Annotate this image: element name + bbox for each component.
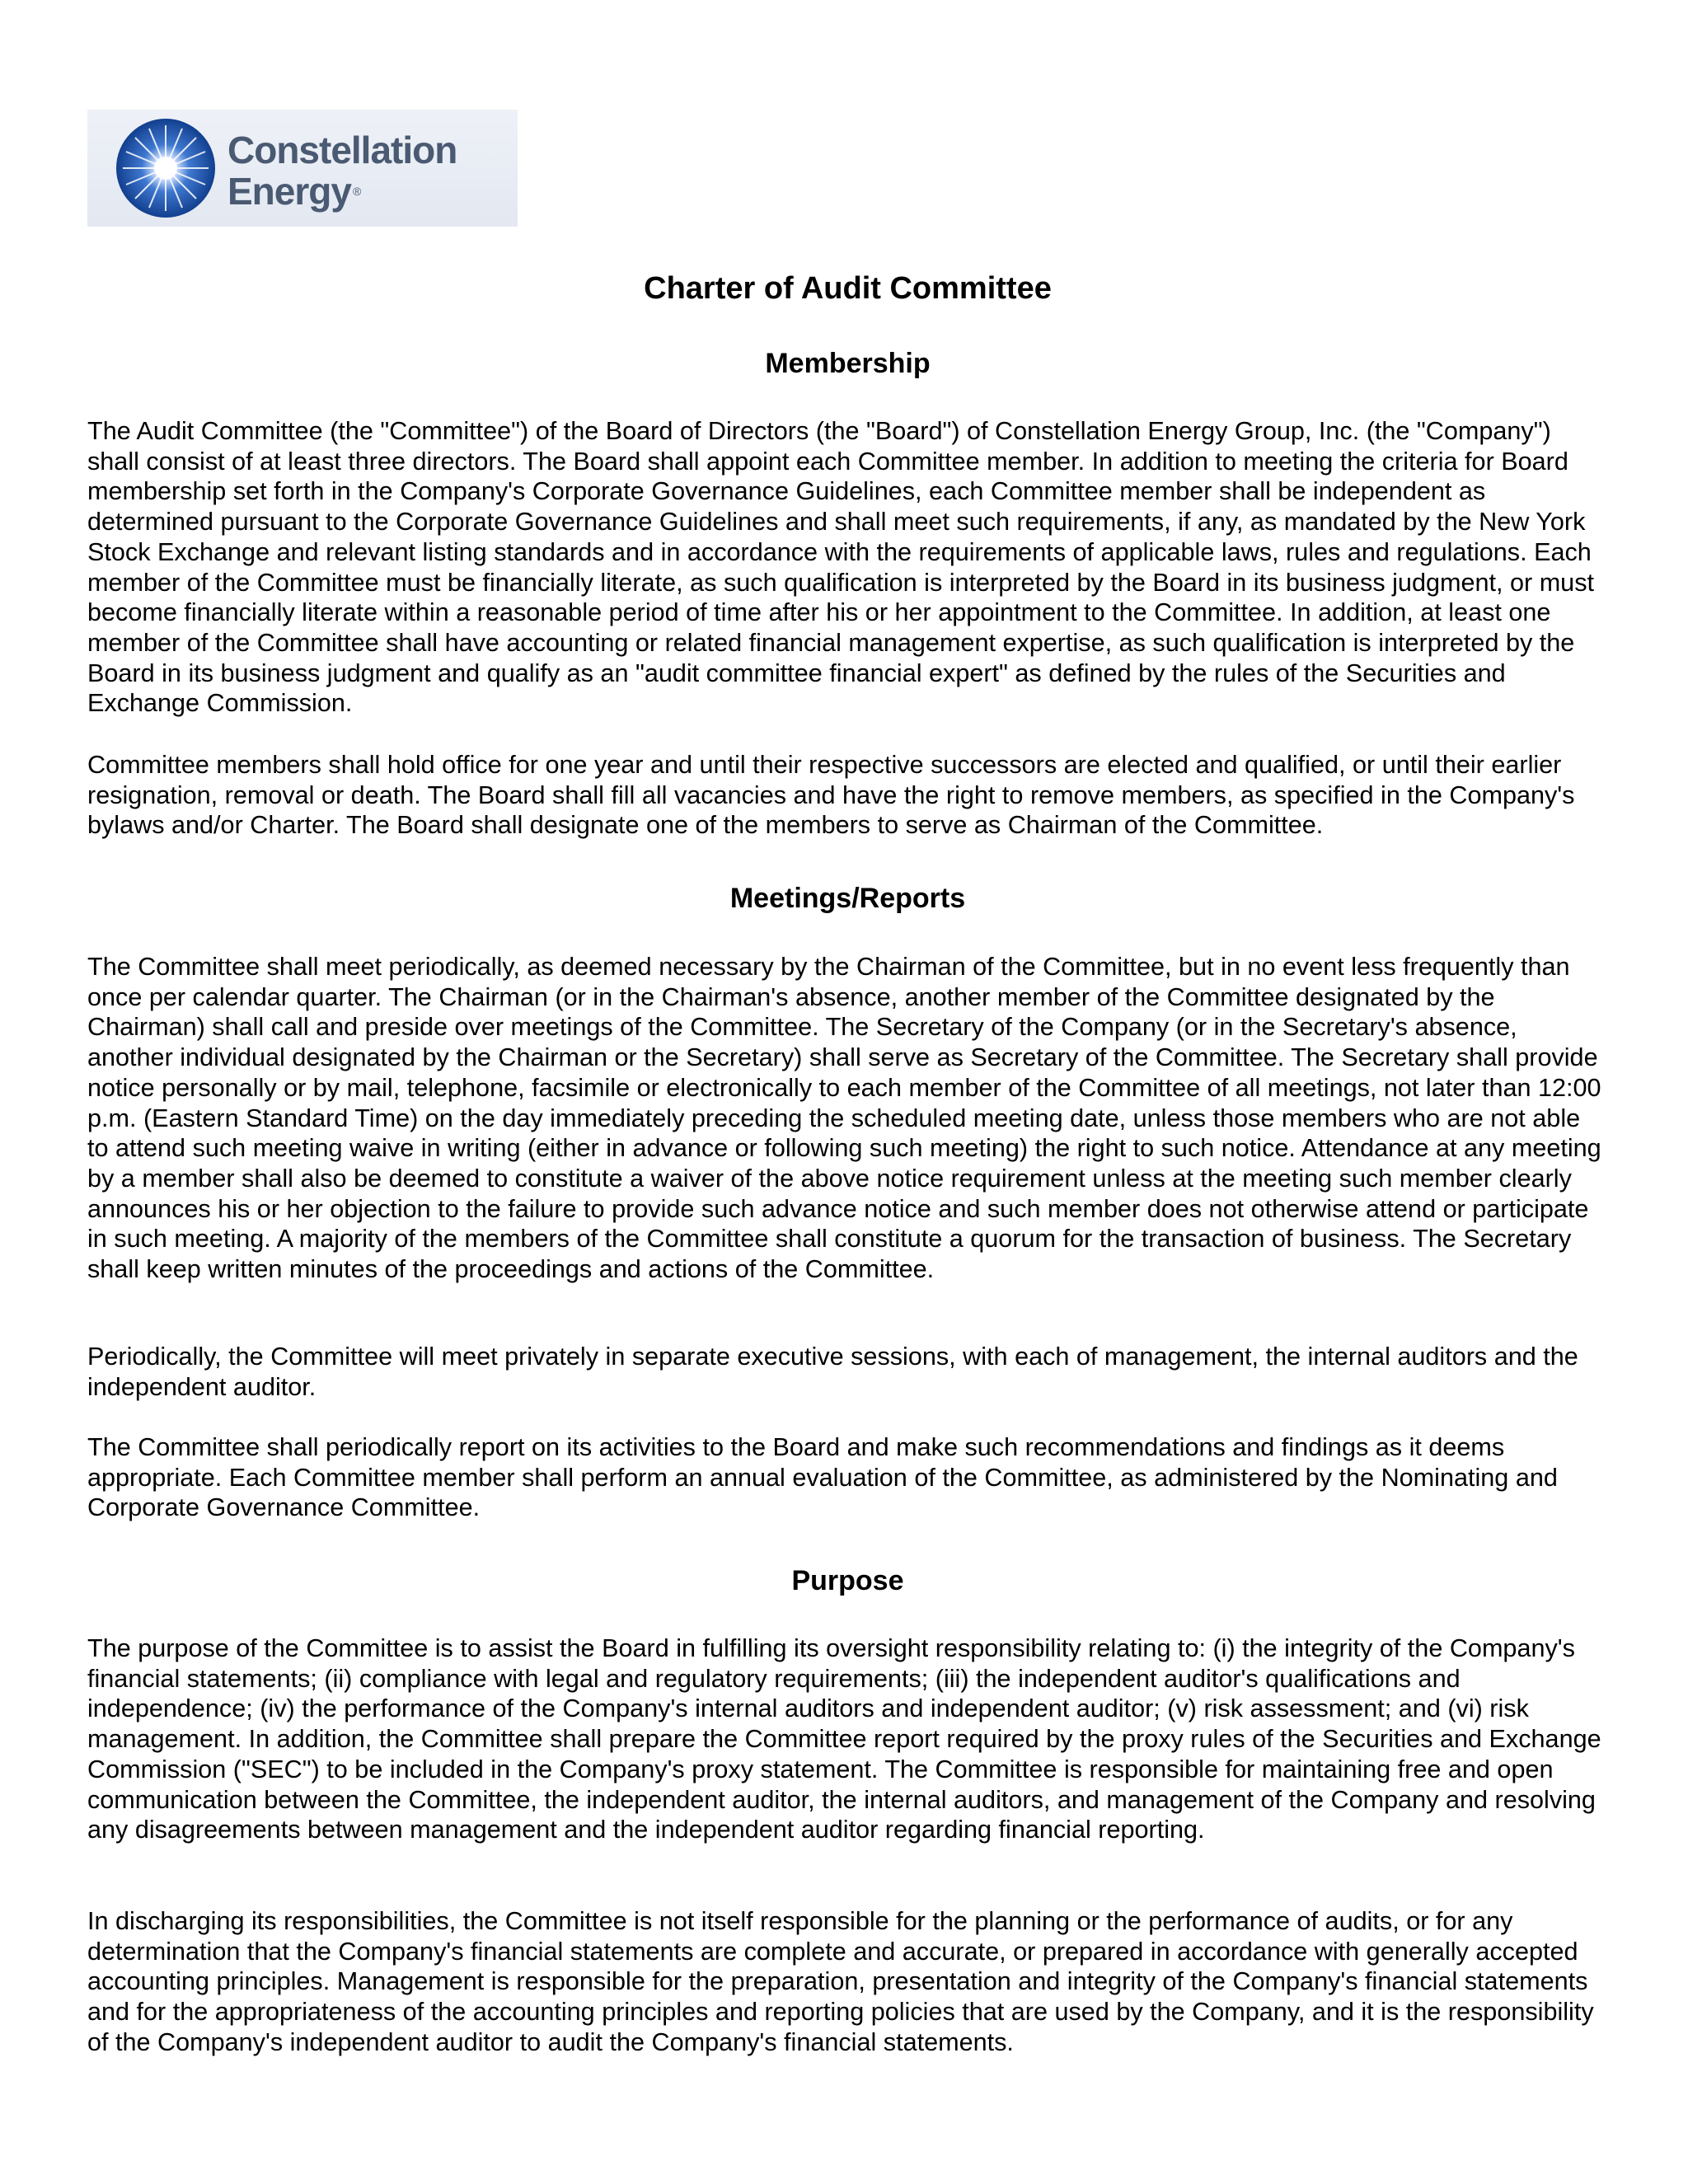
logo-wordmark <box>227 129 457 212</box>
paragraph-purpose-1: The purpose of the Committee is to assist the Board in fulfilling its oversight responsibility relating to: (i) the integrity of the Company's financial statements; (ii) compliance with legal and regulatory requirements; (iii) the independent auditor's qualifications and independence; (iv) the performance of the Company's internal auditors and independent auditor; (v) risk assessment; and (vi) risk management. In addition, the Committee shall prepare the Committee report required by the proxy rules of the Securities and Exchange Commission ("SEC") to be included in the Company's proxy statement. The Committee is responsible for maintaining free and open communication between the Committee, the independent auditor, the internal auditors, and management of the Company and resolving any disagreements between management and the independent auditor regarding financial reporting. <box>87 1634 1601 1844</box>
starburst-icon <box>87 110 227 227</box>
paragraph-membership-2: Committee members shall hold office for one year and until their respective successors are elected and qualified, or until their earlier resignation, removal or death. The Board shall fill all vacancies and have the right to remove members, as specified in the Company's bylaws and/or Charter. The Board shall designate one of the members to serve as Chairman of the Committee. <box>87 751 1575 840</box>
section-heading-meetings-reports: Meetings/Reports <box>729 883 966 914</box>
registered-mark: ® <box>352 185 361 198</box>
paragraph-meetings-2: Periodically, the Committee will meet privately in separate executive sessions, with each of management, the internal auditors and the independent auditor. <box>87 1343 1578 1401</box>
logo-line-2-text: Energy <box>227 170 351 213</box>
company-logo <box>87 110 518 227</box>
paragraph-meetings-1: The Committee shall meet periodically, as deemed necessary by the Chairman of the Committee, but in no event less frequently than once per calendar quarter. The Chairman (or in the Chairman's absence, another member of the Committee designated by the Chairman) shall call and preside over meetings of the Committee. The Secretary of the Company (or in the Secretary's absence, another individual designated by the Chairman or the Secretary) shall serve as Secretary of the Committee. The Secretary shall provide notice personally or by mail, telephone, facsimile or electronically to each member of the Committee of all meetings, not later than 12:00 p.m. (Eastern Standard Time) on the day immediately preceding the scheduled meeting date, unless those members who are not able to attend such meeting waive in writing (either in advance or following such meeting) the right to such notice. Attendance at any meeting by a member shall also be deemed to constitute a waiver of the above notice requirement unless at the meeting such member clearly announces his or her objection to the failure to provide such advance notice and such member does not otherwise attend or participate in such meeting. A majority of the members of the Committee shall constitute a quorum for the transaction of business. The Secretary shall keep written minutes of the proceedings and actions of the Committee. <box>87 953 1601 1284</box>
document-title: Charter of Audit Committee <box>644 271 1052 306</box>
section-heading-membership: Membership <box>765 348 931 379</box>
logo-line-1: Constellation <box>227 129 457 171</box>
paragraph-purpose-2: In discharging its responsibilities, the Committee is not itself responsible for the planning or the performance of audits, or for any determination that the Company's financial statements are complete and accurate, or prepared in accordance with generally accepted accounting principles. Management is responsible for the preparation, presentation and integrity of the Company's financial statements and for the appropriateness of the accounting principles and reporting policies that are used by the Company, and it is the responsibility of the Company's independent auditor to audit the Company's financial statements. <box>87 1907 1594 2056</box>
section-heading-purpose: Purpose <box>791 1565 904 1596</box>
logo-line-2 <box>227 171 457 212</box>
paragraph-meetings-3: The Committee shall periodically report on its activities to the Board and make such recommendations and findings as it deems appropriate. Each Committee member shall perform an annual evaluation of the Committee, as administered by the Nominating and Corporate Governance Committee. <box>87 1433 1558 1522</box>
paragraph-membership-1: The Audit Committee (the "Committee") of the Board of Directors (the "Board") of Constellation Energy Group, Inc. (the "Company") shall consist of at least three directors. The Board shall appoint each Committee member. In addition to meeting the criteria for Board membership set forth in the Company's Corporate Governance Guidelines, each Committee member shall be independent as determined pursuant to the Corporate Governance Guidelines and shall meet such requirements, if any, as mandated by the New York Stock Exchange and relevant listing standards and in accordance with the requirements of applicable laws, rules and regulations. Each member of the Committee must be financially literate, as such qualification is interpreted by the Board in its business judgment, or must become financially literate within a reasonable period of time after his or her appointment to the Committee. In addition, at least one member of the Committee shall have accounting or related financial management expertise, as such qualification is interpreted by the Board in its business judgment and qualify as an "audit committee financial expert" as defined by the rules of the Securities and Exchange Commission. <box>87 417 1594 718</box>
